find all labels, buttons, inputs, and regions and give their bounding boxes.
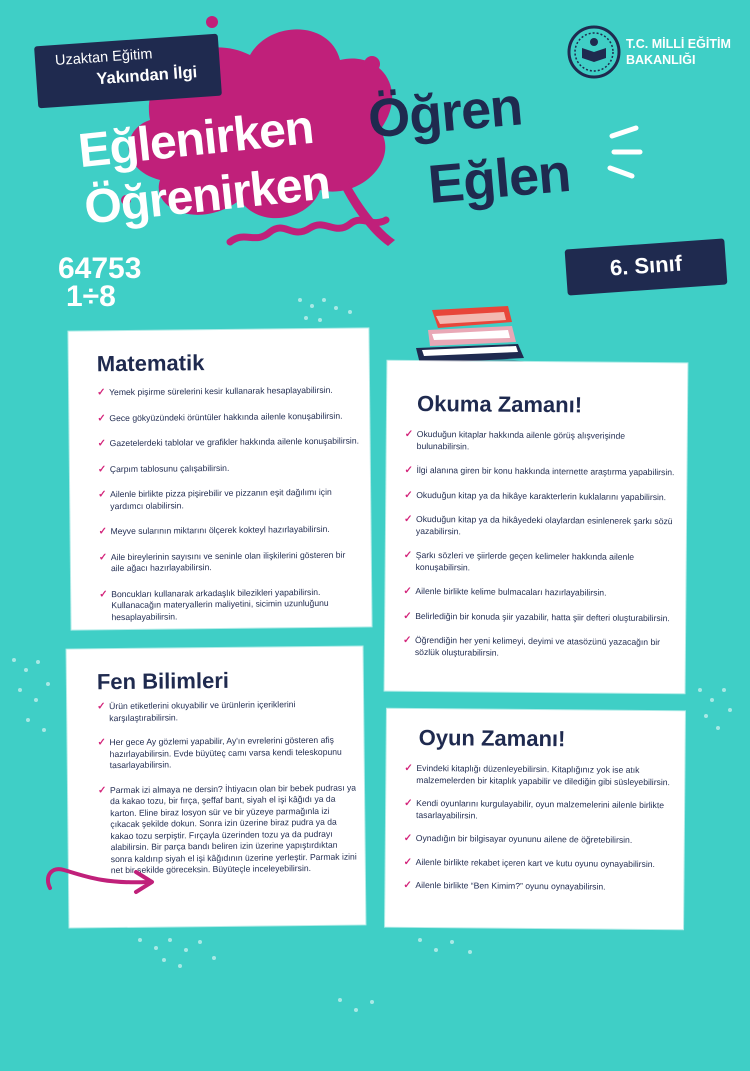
list-item: ✓ Ailenle birlikte “Ben Kimim?” oyunu oynayabilirsin. <box>403 879 606 892</box>
math-list <box>97 385 361 624</box>
list-item: ✓ Parmak izi almaya ne dersin? İhtiyacın olan bir bebek pudrası ya da kakao tozu, bir fırça, şeffaf bant, siyah el işi kâğıdı ya da karton. Eline biraz losyon sür ve bir yüzeye parmağınla izi çıkacak şekilde dokun. Sonra izin üzerine biraz pudra ya da kakao tozu serpiştir. Fırçayla üzerinden tozu ya da pudrayı alabilirsin. Bir parça bandı beliren izin üzerine yapıştırdıktan sonra kaldırıp siyah el işi kâğıdının üzerine yerleştir. Parmak izini net bir şekilde göreceksin. Büyüteçle inceleyebilirsin. <box>97 782 357 876</box>
numbers-row-2: 1÷8 <box>66 280 116 313</box>
checkmark-icon: ✓ <box>98 551 108 563</box>
tagline-line-2: Yakından İlgi <box>95 63 198 89</box>
title-ogren: Öğren <box>365 76 525 150</box>
list-item: ✓ Her gece Ay gözlemi yapabilir, Ay'ın evrelerini gösteren afiş hazırlayabilirsin. Evde büyüteç camı varsa kendi teleskopunu tasarlayabilirsin. <box>97 734 342 771</box>
list-item: ✓ Kendi oyunlarını kurgulayabilir, oyun malzemelerini ailenle birlikte tasarlayabilirsin. <box>404 797 665 820</box>
checkmark-icon: ✓ <box>403 549 413 561</box>
list-item: ✓ Boncukları kullanarak arkadaşlık bilezikleri yapabilirsin. Kullanacağın materyallerin maliyetini, sicimin uzunluğunu hesaplayabilirsin. <box>99 586 329 622</box>
numbers-decoration <box>58 252 142 313</box>
checkmark-icon: ✓ <box>97 438 107 450</box>
reading-title: Okuma Zamanı! <box>416 390 583 418</box>
checkmark-icon: ✓ <box>404 428 414 440</box>
title-eglenirken: Eğlenirken <box>75 100 316 179</box>
list-item: ✓ Çarpım tablosunu çalışabilirsin. <box>97 462 230 475</box>
list-item: ✓ İlgi alanına giren bir konu hakkında internette araştırma yapabilirsin. <box>404 464 675 478</box>
list-item: ✓ Ailenle birlikte kelime bulmacaları hazırlayabilirsin. <box>403 585 607 598</box>
list-item: ✓ Ailenle birlikte pizza pişirebilir ve pizzanın eşit dağılımı için yardımcı olabilirsin. <box>98 486 332 511</box>
game-card <box>385 709 685 930</box>
list-item: ✓ Öğrendiğin her yeni kelimeyi, deyimi ve atasözünü yazacağın bir sözlük oluşturabilirsin. <box>402 634 661 658</box>
list-item: ✓ Gazetelerdeki tablolar ve grafikler hakkında ailenle konuşabilirsin. <box>97 435 360 450</box>
checkmark-icon: ✓ <box>97 701 106 713</box>
checkmark-icon: ✓ <box>98 526 107 538</box>
checkmark-icon: ✓ <box>402 634 412 646</box>
checkmark-icon: ✓ <box>99 588 108 600</box>
math-card <box>68 328 371 629</box>
checkmark-icon: ✓ <box>97 784 107 796</box>
list-item: ✓ Şarkı sözleri ve şiirlerde geçen kelimeler hakkında ailenle konuşabilirsin. <box>403 549 635 572</box>
list-item: ✓ Ürün etiketlerini okuyabilir ve ürünlerin içeriklerini karşılaştırabilirsin. <box>97 699 296 723</box>
list-item: ✓ Yemek pişirme sürelerini kesir kullanarak hesaplayabilirsin. <box>97 384 333 399</box>
checkmark-icon: ✓ <box>97 737 106 749</box>
checkmark-icon: ✓ <box>97 412 106 424</box>
ministry-name: T.C. MİLLİ EĞİTİM BAKANLIĞI <box>626 37 731 67</box>
checkmark-icon: ✓ <box>403 879 412 891</box>
game-title: Oyun Zamanı! <box>418 724 566 752</box>
tagline-banner <box>34 34 222 109</box>
title-eglen: Eğlen <box>425 142 573 216</box>
reading-card <box>385 361 688 694</box>
list-item: ✓ Ailenle birlikte rekabet içeren kart ve kutu oyunu oynayabilirsin. <box>403 856 655 869</box>
tagline-line-1: Uzaktan Eğitim <box>54 46 153 70</box>
list-item: ✓ Oynadığın bir bilgisayar oyununu ailene de öğretebilirsin. <box>403 832 633 845</box>
checkmark-icon: ✓ <box>404 797 413 809</box>
reading-list <box>403 429 675 660</box>
checkmark-icon: ✓ <box>403 585 412 597</box>
list-item: ✓ Okuduğun kitap ya da hikâye karakterlerin kuklalarını yapabilirsin. <box>404 489 667 502</box>
checkmark-icon: ✓ <box>403 610 412 622</box>
checkmark-icon: ✓ <box>97 387 106 399</box>
checkmark-icon: ✓ <box>404 464 413 476</box>
math-title: Matematik <box>96 350 205 377</box>
ministry-logo-icon <box>566 24 622 80</box>
list-item: ✓ Okuduğun kitap ya da hikâyedeki olaylardan esinlenerek şarkı sözü yazabilirsin. <box>404 513 673 536</box>
checkmark-icon: ✓ <box>404 762 413 774</box>
checkmark-icon: ✓ <box>403 832 413 844</box>
title-ogrenirken: Öğrenirken <box>81 156 333 235</box>
numbers-row-1: 64753 <box>58 252 142 285</box>
grade-label: 6. Sınıf <box>609 250 683 281</box>
science-title: Fen Bilimleri <box>96 667 230 695</box>
game-list <box>403 763 672 894</box>
list-item: ✓ Meyve sularının miktarını ölçerek kokteyl hazırlayabilirsin. <box>98 523 330 538</box>
checkmark-icon: ✓ <box>403 856 413 868</box>
checkmark-icon: ✓ <box>97 463 107 475</box>
list-item: ✓ Gece gökyüzündeki örüntüler hakkında ailenle konuşabilirsin. <box>97 410 343 424</box>
list-item: ✓ Evindeki kitaplığı düzenleyebilirsin. Kitaplığınız yok ise atık malzemelerden bir kitaplık yapabilir ve dilediğin gibi süsleyebilirsin. <box>404 762 671 787</box>
checkmark-icon: ✓ <box>404 489 413 501</box>
list-item: ✓ Aile bireylerinin sayısını ve seninle olan ilişkilerini gösteren bir aile ağacı hazırlayabilirsin. <box>98 549 346 574</box>
checkmark-icon: ✓ <box>404 513 413 525</box>
list-item: ✓ Belirlediğin bir konuda şiir yazabilir, hatta şiir defteri oluşturabilirsin. <box>403 610 670 623</box>
checkmark-icon: ✓ <box>98 489 107 501</box>
arrow-icon <box>44 836 164 896</box>
list-item: ✓ Okuduğun kitaplar hakkında ailenle görüş alışverişinde bulunabilirsin. <box>404 428 626 451</box>
